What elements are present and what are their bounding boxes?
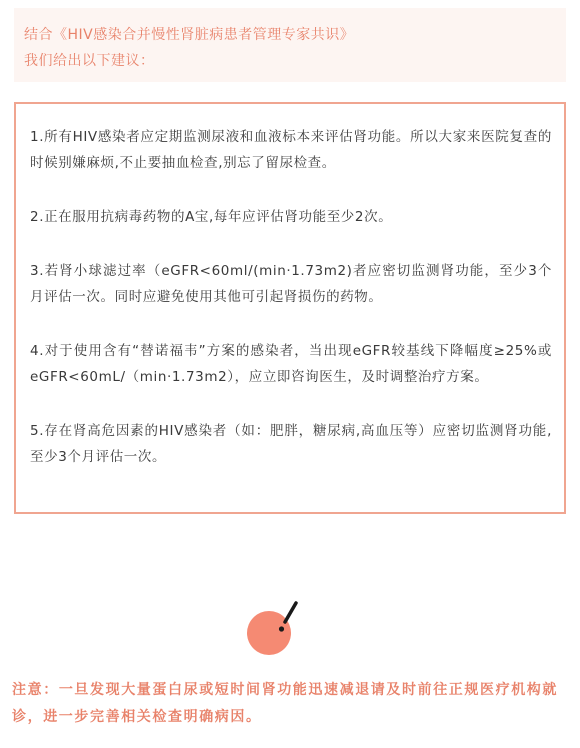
advice-item-5: 5.存在肾高危因素的HIV感染者（如：肥胖，糖尿病,高血压等）应密切监测肾功能,至少3个月评估一次。 <box>30 423 552 465</box>
decor-circle <box>247 611 291 655</box>
notice-text: 一旦发现大量蛋白尿或短时间肾功能迅速减退请及时前往正规医疗机构就诊，进一步完善相关检查明确病因。 <box>12 682 559 725</box>
notice-label: 注意： <box>12 682 59 698</box>
decor-exclamation-dot <box>279 626 284 631</box>
intro-subtitle: 我们给出以下建议： <box>24 53 155 69</box>
intro-title: 结合《HIV感染合并慢性肾脏病患者管理专家共识》 <box>24 27 355 43</box>
advice-list <box>14 102 566 514</box>
advice-item-4: 4.对于使用含有“替诺福韦”方案的感染者，当出现eGFR较基线下降幅度≥25%或eGFR<60mL/（min·1.73m2），应立即咨询医生，及时调整治疗方案。 <box>30 343 552 385</box>
notice <box>12 677 568 731</box>
decor-exclamation-stroke <box>285 603 296 622</box>
intro-box <box>14 8 566 82</box>
advice-item-1: 1.所有HIV感染者应定期监测尿液和血液标本来评估肾功能。所以大家来医院复查的时候别嫌麻烦,不止要抽血检查,别忘了留尿检查。 <box>30 129 552 171</box>
advice-item-2: 2.正在服用抗病毒药物的A宝,每年应评估肾功能至少2次。 <box>30 209 393 225</box>
advice-item-3: 3.若肾小球滤过率（eGFR<60ml/(min·1.73m2)者应密切监测肾功能，至少3个月评估一次。同时应避免使用其他可引起肾损伤的药物。 <box>30 263 552 305</box>
exclamation-circle-icon <box>238 598 308 660</box>
